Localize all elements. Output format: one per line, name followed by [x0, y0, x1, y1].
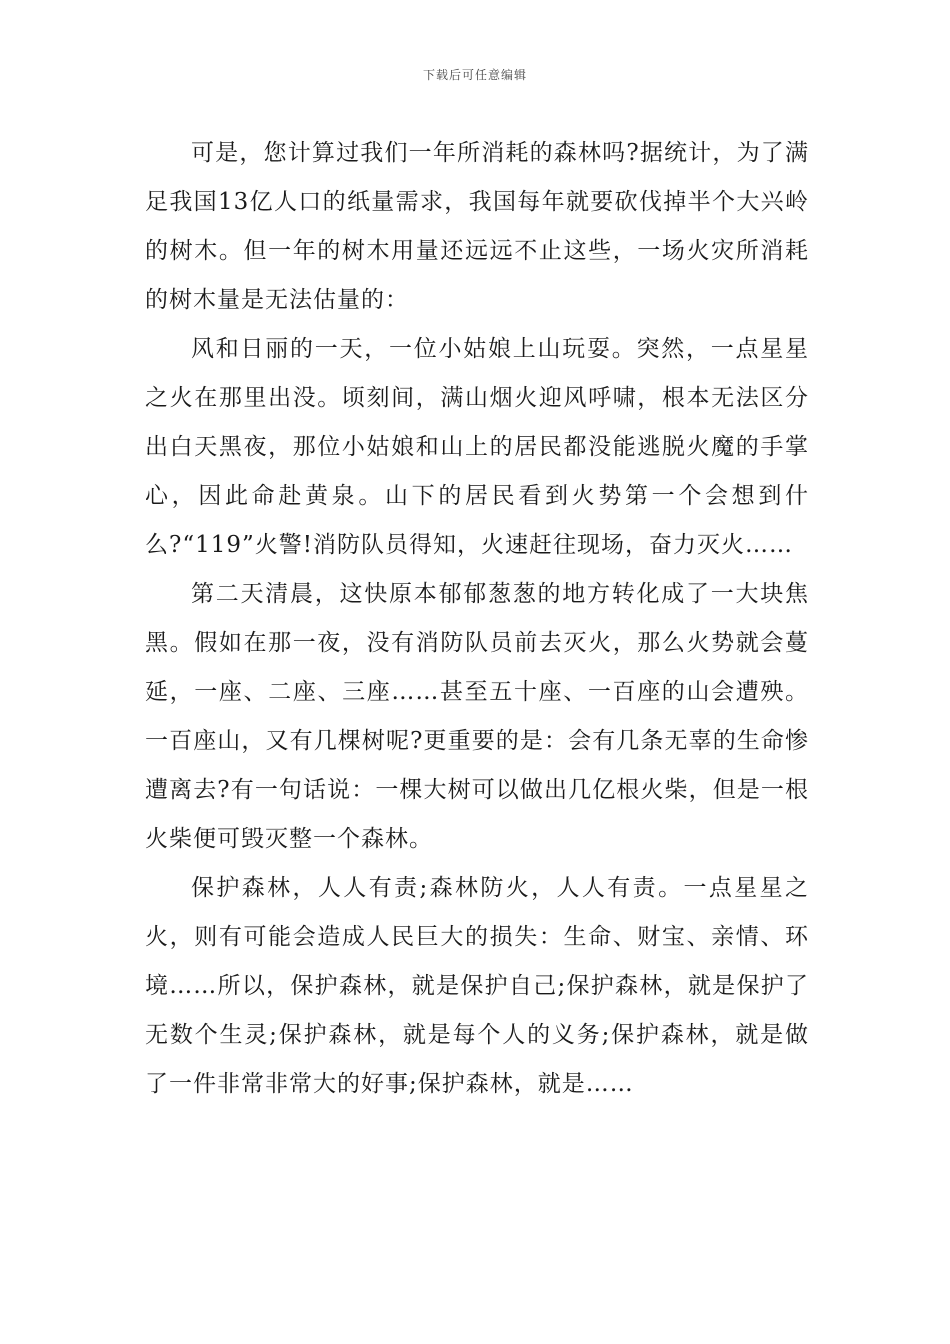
paragraph-3: 第二天清晨，这快原本郁郁葱葱的地方转化成了一大块焦黑。假如在那一夜，没有消防队员前去灭火，那么火势就会蔓延，一座、二座、三座……甚至五十座、一百座的山会遭殃。一百座山，又有几棵树呢?更重要的是：会有几条无辜的生命惨遭离去?有一句话说：一棵大树可以做出几亿根火柴，但是一根火柴便可毁灭整一个森林。: [145, 581, 809, 852]
paragraph-2: 风和日丽的一天，一位小姑娘上山玩耍。突然，一点星星之火在那里出没。顷刻间，满山烟火迎风呼啸，根本无法区分出白天黑夜，那位小姑娘和山上的居民都没能逃脱火魔的手掌心，因此命赴黄泉。山下的居民看到火势第一个会想到什么?“119”火警!消防队员得知，火速赶往现场，奋力灭火……: [145, 336, 809, 558]
paragraph-1: 可是，您计算过我们一年所消耗的森林吗?据统计，为了满足我国13亿人口的纸量需求，我国每年就要砍伐掉半个大兴岭的树木。但一年的树木用量还远远不止这些，一场火灾所消耗的树木量是无法估量的：: [145, 140, 809, 313]
page-header-note: 下载后可任意编辑: [422, 68, 527, 82]
document-body: [145, 129, 809, 1109]
paragraph-4: 保护森林，人人有责;森林防火，人人有责。一点星星之火，则有可能会造成人民巨大的损失：生命、财宝、亲情、环境……所以，保护森林，就是保护自己;保护森林，就是保护了无数个生灵;保护森林，就是每个人的义务;保护森林，就是做了一件非常非常大的好事;保护森林，就是……: [145, 875, 809, 1097]
